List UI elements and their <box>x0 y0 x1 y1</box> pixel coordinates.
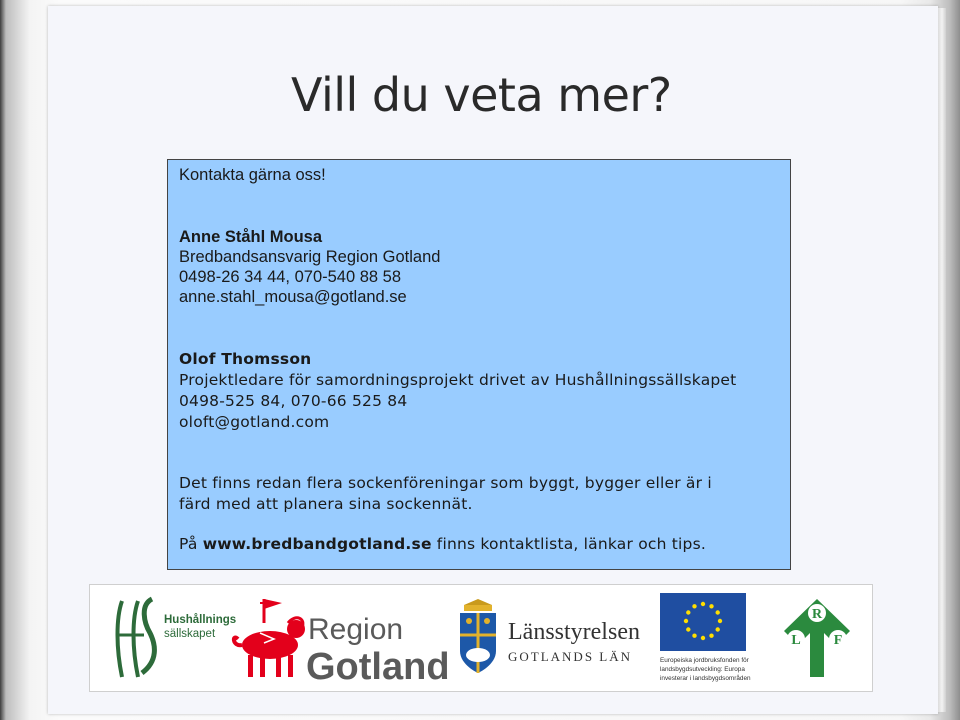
contact2-role: Projektledare för samordningsprojekt drivet av Hushållningssällskapet <box>179 371 737 389</box>
contact2-email[interactable]: oloft@gotland.com <box>179 413 330 431</box>
eu-caption-2: landsbygdsutveckling: Europa <box>660 666 745 673</box>
region-gotland-logo <box>230 593 450 688</box>
eu-flag-icon <box>660 593 746 651</box>
lrf-letter-r: R <box>811 607 823 622</box>
contact2-name: Olof Thomsson <box>179 350 312 368</box>
region-word: Region <box>308 613 404 646</box>
hushallning-line-2: sällskapet <box>164 628 216 640</box>
intro-text: Kontakta gärna oss! <box>179 166 326 184</box>
contact1-phone: 0498-26 34 44, 070-540 88 58 <box>179 268 402 286</box>
tip-prefix: På <box>179 535 203 553</box>
tip-link[interactable]: www.bredbandgotland.se <box>202 535 432 553</box>
contact1-email[interactable]: anne.stahl_mousa@gotland.se <box>179 288 407 306</box>
contact1-name: Anne Ståhl Mousa <box>179 228 323 246</box>
lansstyrelsen-logo <box>456 591 652 685</box>
lrf-letter-l: L <box>791 633 801 648</box>
info-line-1: Det finns redan flera sockenföreningar som byggt, bygger eller är i <box>179 474 712 492</box>
contact2-phone: 0498-525 84, 070-66 525 84 <box>179 392 408 410</box>
gotland-word: Gotland <box>306 646 450 688</box>
eu-logo <box>656 591 752 687</box>
page-title: Vill du veta mer? <box>291 68 672 122</box>
tip-suffix: finns kontaktlista, länkar och tips. <box>431 535 706 553</box>
ram-emblem-icon <box>234 599 305 677</box>
coat-of-arms-icon <box>460 599 496 673</box>
page-edge-right <box>938 8 946 712</box>
info-line-2: färd med att planera sina sockennät. <box>179 495 473 513</box>
hushallningssallskapet-logo <box>104 593 237 683</box>
eu-caption-3: investerar i landsbygdsområden <box>660 675 751 682</box>
logo-strip <box>89 584 873 692</box>
hushallning-line-1: Hushållnings <box>164 614 237 626</box>
lrf-logo <box>774 595 860 681</box>
lrf-letter-f: F <box>833 633 843 648</box>
tip-line <box>179 535 706 553</box>
eu-caption-1: Europeiska jordbruksfonden för <box>660 657 749 664</box>
contact1-role: Bredbandsansvarig Region Gotland <box>179 248 441 266</box>
gotlands-lan-word: GOTLANDS LÄN <box>508 649 633 664</box>
contact-box <box>167 159 791 570</box>
lansstyrelsen-word: Länsstyrelsen <box>508 619 640 645</box>
